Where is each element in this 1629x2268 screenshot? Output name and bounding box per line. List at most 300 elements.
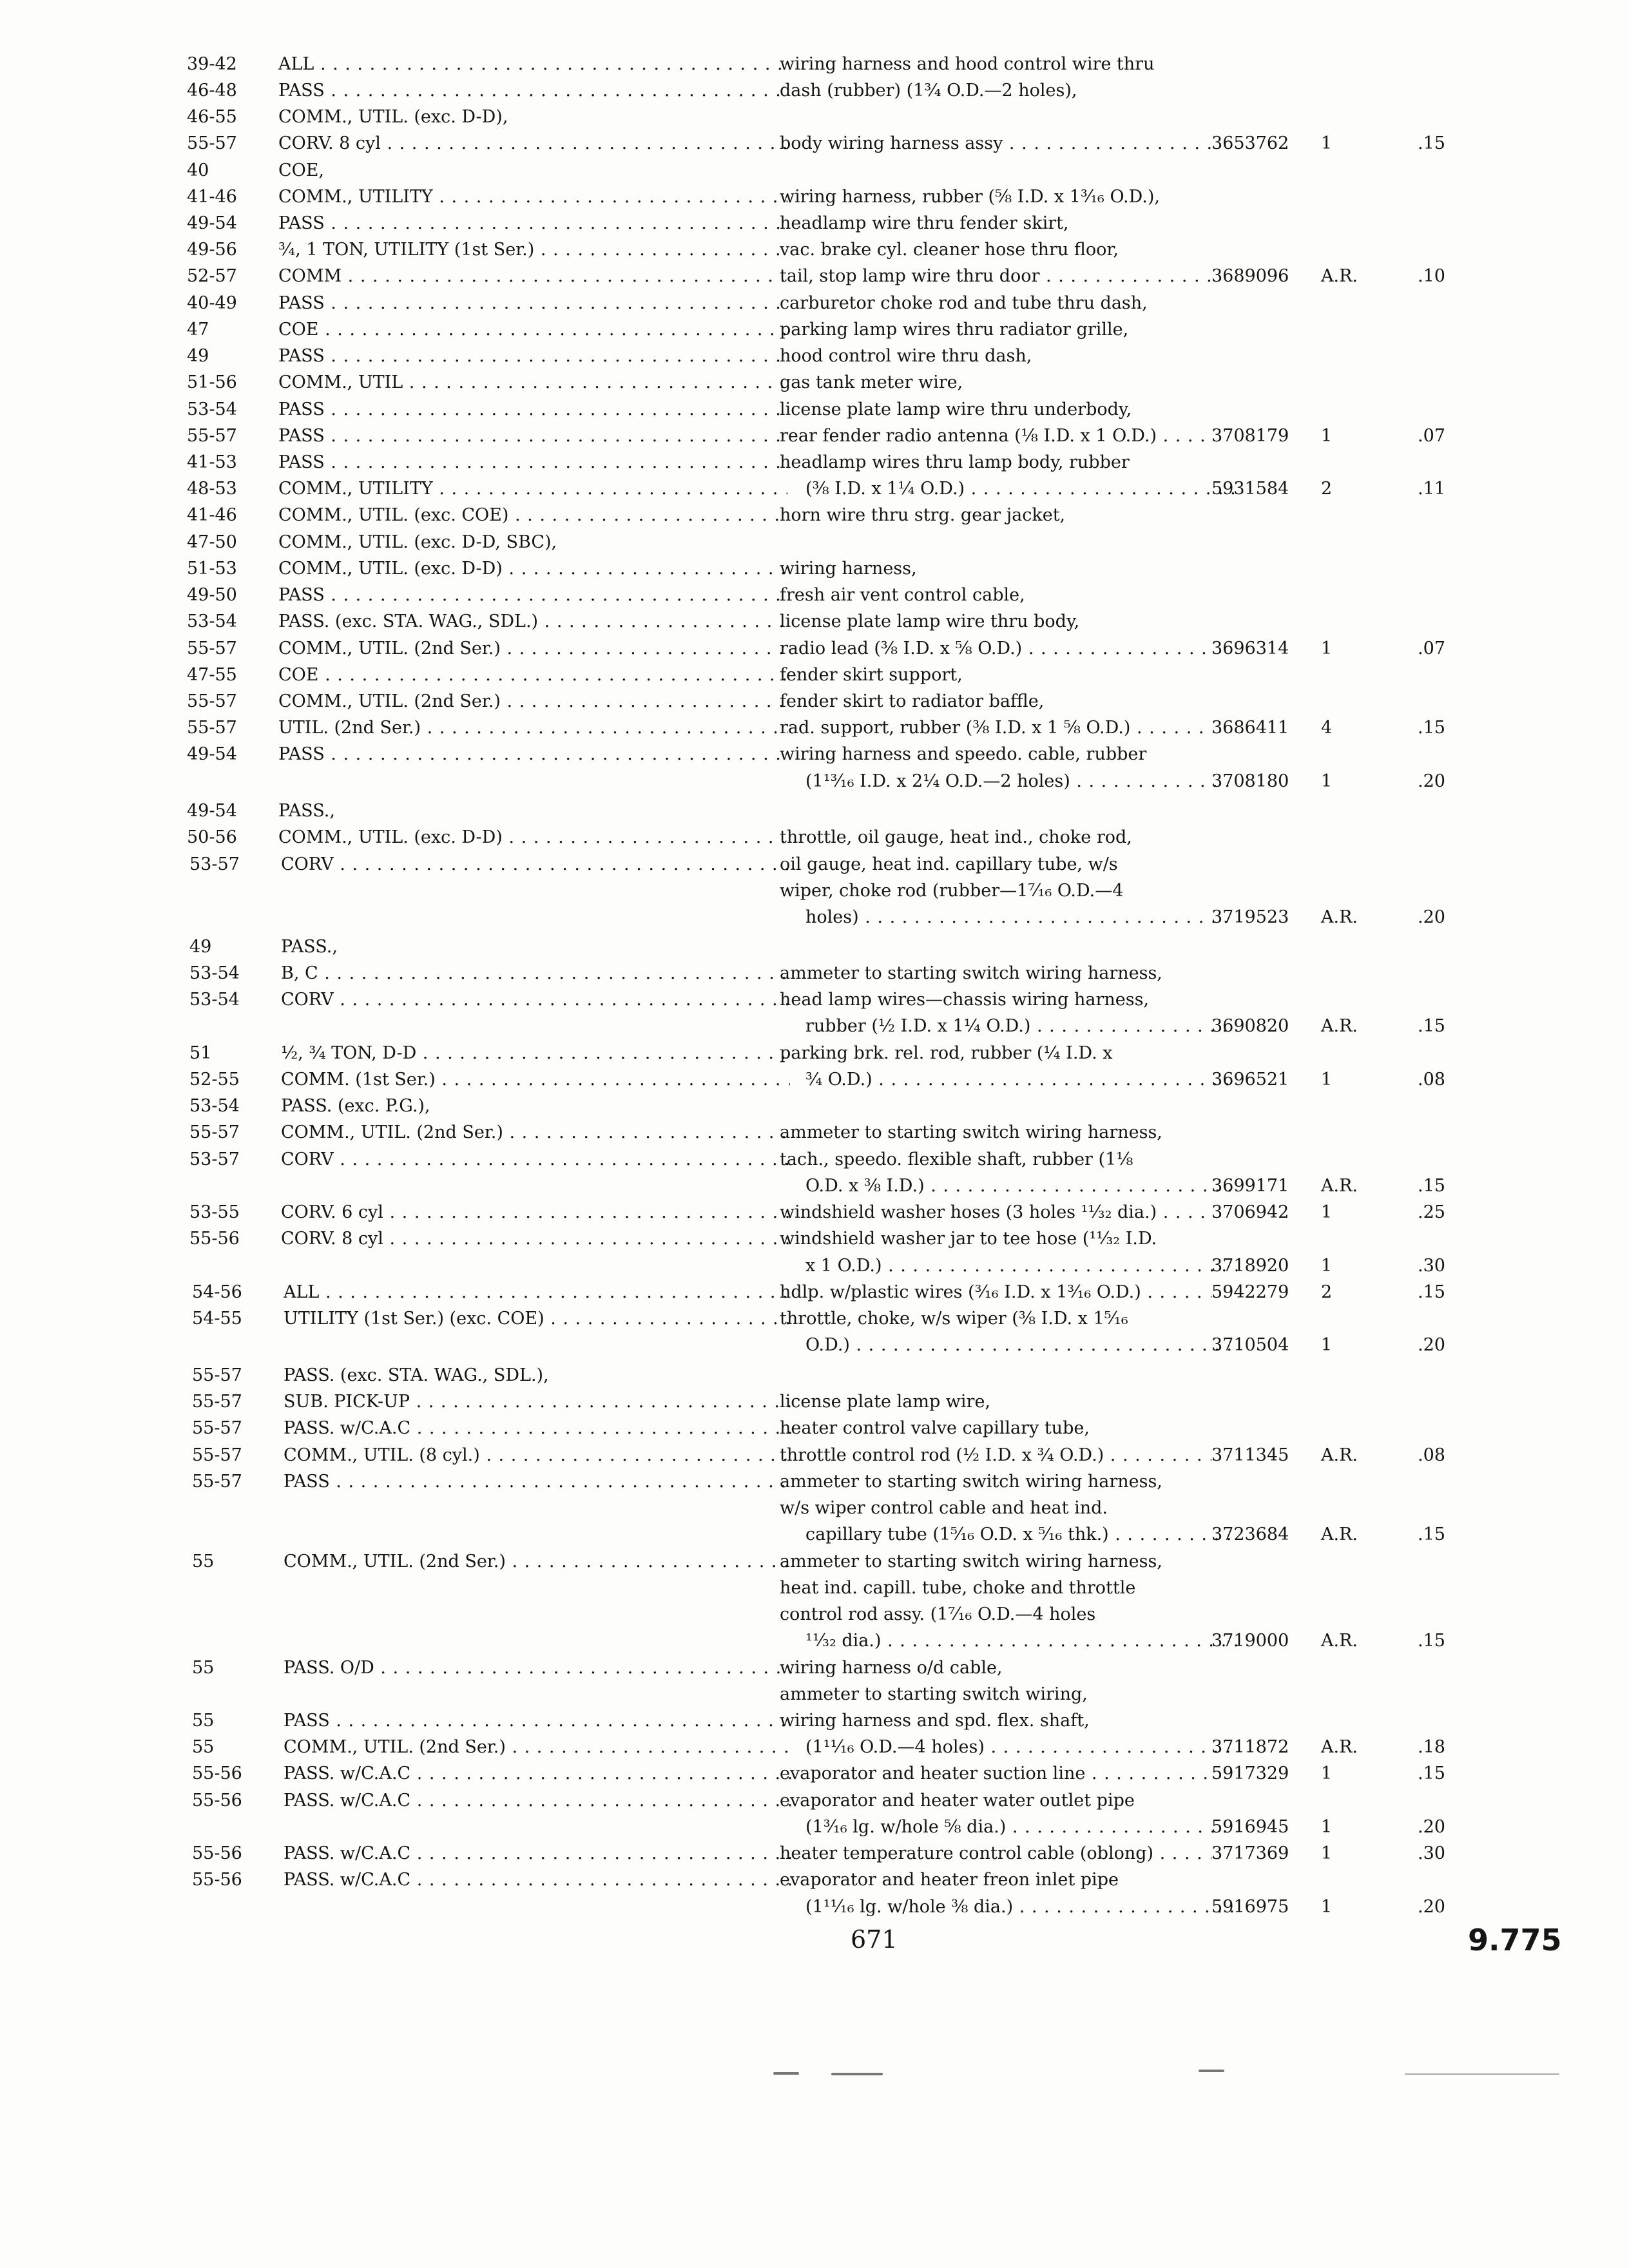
year-range: 55-57 bbox=[187, 718, 237, 738]
quantity: A.R. bbox=[1321, 1445, 1358, 1465]
part-description: gas tank meter wire, bbox=[780, 372, 963, 392]
price: .10 bbox=[1418, 266, 1445, 286]
parts-row bbox=[0, 636, 1629, 662]
part-description: ammeter to starting switch wiring harness, bbox=[780, 1122, 1162, 1142]
price: .20 bbox=[1418, 1897, 1445, 1917]
quantity: 1 bbox=[1321, 1256, 1333, 1276]
part-description: w/s wiper control cable and heat ind. bbox=[780, 1498, 1108, 1518]
parts-row bbox=[0, 1200, 1629, 1225]
parts-row bbox=[0, 934, 1629, 960]
year-range: 55 bbox=[192, 1658, 215, 1678]
model-application: PASS . . . bbox=[278, 423, 787, 449]
parts-row bbox=[0, 291, 1629, 316]
parts-row bbox=[0, 1708, 1629, 1734]
price: .20 bbox=[1418, 1817, 1445, 1837]
part-number: 3706942 bbox=[1211, 1202, 1289, 1222]
year-range: 39-42 bbox=[187, 54, 237, 74]
parts-row bbox=[0, 1735, 1629, 1760]
part-description: heater control valve capillary tube, bbox=[780, 1418, 1090, 1438]
part-description: rad. support, rubber (⅜ I.D. x 1 ⅝ O.D.) . . . bbox=[780, 715, 1211, 741]
parts-row bbox=[0, 1253, 1629, 1279]
quantity: 1 bbox=[1321, 1070, 1333, 1090]
year-range: 55-57 bbox=[187, 691, 237, 711]
parts-row bbox=[0, 769, 1629, 794]
quantity: 1 bbox=[1321, 639, 1333, 658]
model-application: COMM., UTILITY . . . bbox=[278, 184, 787, 210]
year-range: 53-57 bbox=[189, 1149, 240, 1169]
year-range: 55 bbox=[192, 1737, 215, 1757]
year-range: 55-56 bbox=[192, 1763, 242, 1783]
year-range: 51-53 bbox=[187, 559, 237, 579]
part-number: 3717369 bbox=[1211, 1843, 1289, 1863]
part-description: throttle, choke, w/s wiper (⅜ I.D. x 1⁵⁄₁₆ bbox=[780, 1309, 1128, 1329]
part-description: tach., speedo. flexible shaft, rubber (1⅛ bbox=[780, 1149, 1133, 1169]
parts-row bbox=[0, 52, 1629, 77]
model-application: COMM., UTIL. (exc. D-D) . . . bbox=[278, 556, 787, 582]
part-number: 3719000 bbox=[1211, 1631, 1289, 1651]
part-number: 3711345 bbox=[1211, 1445, 1289, 1465]
parts-row bbox=[0, 1041, 1629, 1066]
model-application: PASS . . . bbox=[278, 78, 787, 104]
part-description: evaporator and heater suction line . . . bbox=[780, 1761, 1211, 1787]
parts-row bbox=[0, 476, 1629, 502]
model-application: COE . . . bbox=[278, 317, 787, 343]
year-range: 52-57 bbox=[187, 266, 237, 286]
parts-row bbox=[0, 450, 1629, 476]
parts-row bbox=[0, 1147, 1629, 1173]
model-application: PASS., bbox=[281, 937, 338, 957]
part-description: (1¹¹⁄₁₆ O.D.—4 holes) . . . bbox=[805, 1735, 1237, 1760]
part-description: evaporator and heater water outlet pipe bbox=[780, 1791, 1135, 1811]
model-application: PASS. w/C.A.C . . . bbox=[284, 1761, 793, 1787]
parts-row bbox=[0, 1894, 1629, 1920]
quantity: 1 bbox=[1321, 771, 1333, 791]
year-range: 52-55 bbox=[189, 1070, 240, 1090]
scan-artifact bbox=[1199, 2070, 1224, 2072]
year-range: 49-54 bbox=[187, 744, 237, 764]
model-application: PASS . . . bbox=[284, 1708, 793, 1734]
parts-row bbox=[0, 1389, 1629, 1415]
year-range: 49-50 bbox=[187, 585, 237, 605]
model-application: COMM., UTIL. (2nd Ser.) . . . bbox=[281, 1120, 790, 1146]
year-range: 55-57 bbox=[192, 1365, 242, 1385]
price: .20 bbox=[1418, 771, 1445, 791]
model-application: PASS. (exc. P.G.), bbox=[281, 1096, 430, 1116]
price: .07 bbox=[1418, 639, 1445, 658]
part-number: 3696314 bbox=[1211, 639, 1289, 658]
year-range: 46-48 bbox=[187, 81, 237, 101]
model-application: SUB. PICK-UP . . . bbox=[284, 1389, 793, 1415]
parts-row bbox=[0, 582, 1629, 608]
parts-row bbox=[0, 503, 1629, 528]
model-application: CORV . . . bbox=[281, 852, 790, 878]
part-description: tail, stop lamp wire thru door . . . bbox=[780, 264, 1211, 289]
price: .15 bbox=[1418, 1282, 1445, 1302]
year-range: 47-50 bbox=[187, 532, 237, 552]
year-range: 41-46 bbox=[187, 505, 237, 525]
part-description: throttle control rod (½ I.D. x ¾ O.D.) . . . bbox=[780, 1443, 1211, 1468]
parts-row bbox=[0, 397, 1629, 423]
price: .15 bbox=[1418, 133, 1445, 153]
part-description: capillary tube (1⁵⁄₁₆ O.D. x ⁵⁄₁₆ thk.) . . . bbox=[805, 1522, 1237, 1548]
parts-row bbox=[0, 556, 1629, 582]
year-range: 55-57 bbox=[187, 639, 237, 658]
part-description: windshield washer jar to tee hose (¹¹⁄₃₂ I.D. bbox=[780, 1229, 1157, 1249]
part-description: holes) . . . bbox=[805, 905, 1237, 930]
quantity: A.R. bbox=[1321, 1524, 1358, 1544]
quantity: A.R. bbox=[1321, 1737, 1358, 1757]
price: .15 bbox=[1418, 1176, 1445, 1196]
year-range: 55-56 bbox=[192, 1843, 242, 1863]
section-number: 9.775 bbox=[1468, 1923, 1562, 1957]
part-description: x 1 O.D.) . . . bbox=[805, 1253, 1237, 1279]
part-description: wiring harness and hood control wire thru bbox=[780, 54, 1155, 74]
model-application: PASS . . . bbox=[278, 291, 787, 316]
part-description: fresh air vent control cable, bbox=[780, 585, 1025, 605]
year-range: 41-53 bbox=[187, 452, 237, 472]
part-description: O.D.) . . . bbox=[805, 1332, 1237, 1358]
quantity: A.R. bbox=[1321, 1016, 1358, 1036]
year-range: 55-56 bbox=[192, 1791, 242, 1811]
parts-row bbox=[0, 1363, 1629, 1389]
part-description: rubber (½ I.D. x 1¼ O.D.) . . . bbox=[805, 1014, 1237, 1039]
quantity: 1 bbox=[1321, 426, 1333, 446]
quantity: 1 bbox=[1321, 133, 1333, 153]
part-description: body wiring harness assy . . . bbox=[780, 131, 1211, 157]
price: .15 bbox=[1418, 718, 1445, 738]
model-application: COMM., UTIL. (2nd Ser.) . . . bbox=[284, 1735, 793, 1760]
part-number: 3686411 bbox=[1211, 718, 1289, 738]
model-application: ALL . . . bbox=[278, 52, 787, 77]
part-number: 3710504 bbox=[1211, 1335, 1289, 1355]
parts-row bbox=[0, 1575, 1629, 1601]
model-application: CORV. 8 cyl . . . bbox=[281, 1226, 790, 1252]
parts-row bbox=[0, 852, 1629, 878]
year-range: 51-56 bbox=[187, 372, 237, 392]
year-range: 50-56 bbox=[187, 827, 237, 847]
model-application: PASS . . . bbox=[278, 397, 787, 423]
parts-row bbox=[0, 1416, 1629, 1441]
year-range: 53-54 bbox=[187, 611, 237, 631]
part-number: 3696521 bbox=[1211, 1070, 1289, 1090]
model-application: COMM., UTIL. (2nd Ser.) . . . bbox=[278, 636, 787, 662]
part-description: vac. brake cyl. cleaner hose thru floor, bbox=[780, 240, 1119, 260]
parts-row bbox=[0, 715, 1629, 741]
part-description: evaporator and heater freon inlet pipe bbox=[780, 1870, 1119, 1890]
year-range: 55-57 bbox=[192, 1392, 242, 1412]
part-description: fender skirt support, bbox=[780, 665, 963, 685]
model-application: COMM., UTIL. (exc. D-D) . . . bbox=[278, 825, 787, 850]
parts-row bbox=[0, 825, 1629, 850]
part-description: license plate lamp wire, bbox=[780, 1392, 991, 1412]
parts-row bbox=[0, 1469, 1629, 1495]
price: .11 bbox=[1418, 479, 1445, 499]
part-description: control rod assy. (1⁷⁄₁₆ O.D.—4 holes bbox=[780, 1604, 1096, 1624]
parts-row bbox=[0, 1867, 1629, 1893]
model-application: COMM., UTIL. (2nd Ser.) . . . bbox=[284, 1549, 793, 1575]
model-application: ½, ¾ TON, D-D . . . bbox=[281, 1041, 790, 1066]
part-description: windshield washer hoses (3 holes ¹¹⁄₃₂ dia.) . . . bbox=[780, 1200, 1211, 1225]
quantity: A.R. bbox=[1321, 266, 1358, 286]
price: .15 bbox=[1418, 1631, 1445, 1651]
part-description: wiper, choke rod (rubber—1⁷⁄₁₆ O.D.—4 bbox=[780, 881, 1124, 901]
part-number: 3653762 bbox=[1211, 133, 1289, 153]
price: .15 bbox=[1418, 1016, 1445, 1036]
price: .18 bbox=[1418, 1737, 1445, 1757]
parts-row bbox=[0, 343, 1629, 369]
part-number: 3711872 bbox=[1211, 1737, 1289, 1757]
part-description: ammeter to starting switch wiring, bbox=[780, 1684, 1088, 1704]
part-description: fender skirt to radiator baffle, bbox=[780, 691, 1045, 711]
part-number: 3719523 bbox=[1211, 907, 1289, 927]
parts-row bbox=[0, 1226, 1629, 1252]
part-description: ammeter to starting switch wiring harness, bbox=[780, 1472, 1162, 1492]
quantity: 1 bbox=[1321, 1843, 1333, 1863]
model-application: PASS. w/C.A.C . . . bbox=[284, 1788, 793, 1814]
quantity: A.R. bbox=[1321, 1631, 1358, 1651]
parts-row bbox=[0, 1655, 1629, 1681]
part-description: ¾ O.D.) . . . bbox=[805, 1067, 1237, 1093]
part-description: license plate lamp wire thru underbody, bbox=[780, 399, 1132, 419]
part-number: 5931584 bbox=[1211, 479, 1289, 499]
parts-row bbox=[0, 1761, 1629, 1787]
part-description: (⅜ I.D. x 1¼ O.D.) . . . bbox=[805, 476, 1237, 502]
part-description: head lamp wires—chassis wiring harness, bbox=[780, 990, 1150, 1010]
quantity: 4 bbox=[1321, 718, 1333, 738]
part-description: heat ind. capill. tube, choke and throttle bbox=[780, 1578, 1136, 1598]
model-application: B, C . . . bbox=[281, 961, 790, 986]
quantity: A.R. bbox=[1321, 907, 1358, 927]
part-description: headlamp wires thru lamp body, rubber bbox=[780, 452, 1130, 472]
parts-row bbox=[0, 1306, 1629, 1332]
page-number: 671 bbox=[851, 1925, 898, 1954]
year-range: 40 bbox=[187, 160, 209, 180]
year-range: 49-54 bbox=[187, 801, 237, 821]
parts-row bbox=[0, 1682, 1629, 1707]
year-range: 53-54 bbox=[187, 399, 237, 419]
part-description: wiring harness and speedo. cable, rubber bbox=[780, 744, 1147, 764]
part-description: parking lamp wires thru radiator grille, bbox=[780, 320, 1129, 340]
model-application: COMM., UTILITY . . . bbox=[278, 476, 787, 502]
part-number: 5916975 bbox=[1211, 1897, 1289, 1917]
parts-row bbox=[0, 184, 1629, 210]
price: .15 bbox=[1418, 1763, 1445, 1783]
year-range: 49-56 bbox=[187, 240, 237, 260]
price: .08 bbox=[1418, 1445, 1445, 1465]
year-range: 55-56 bbox=[189, 1229, 240, 1249]
parts-row bbox=[0, 530, 1629, 555]
part-description: dash (rubber) (1¾ O.D.—2 holes), bbox=[780, 81, 1077, 101]
price: .08 bbox=[1418, 1070, 1445, 1090]
parts-row bbox=[0, 104, 1629, 130]
part-description: headlamp wire thru fender skirt, bbox=[780, 213, 1069, 233]
part-number: 5942279 bbox=[1211, 1282, 1289, 1302]
parts-row bbox=[0, 609, 1629, 635]
part-description: oil gauge, heat ind. capillary tube, w/s bbox=[780, 854, 1118, 874]
parts-row bbox=[0, 1173, 1629, 1199]
parts-row bbox=[0, 78, 1629, 104]
model-application: PASS. w/C.A.C . . . bbox=[284, 1416, 793, 1441]
parts-row bbox=[0, 878, 1629, 904]
model-application: PASS. O/D . . . bbox=[284, 1655, 793, 1681]
year-range: 55 bbox=[192, 1711, 215, 1731]
parts-row bbox=[0, 987, 1629, 1013]
model-application: PASS . . . bbox=[278, 211, 787, 236]
year-range: 55-57 bbox=[187, 426, 237, 446]
parts-row bbox=[0, 1067, 1629, 1093]
year-range: 53-55 bbox=[189, 1202, 240, 1222]
parts-row bbox=[0, 1120, 1629, 1146]
part-description: (1¹¹⁄₁₆ lg. w/hole ⅜ dia.) . . . bbox=[805, 1894, 1237, 1920]
model-application: PASS. (exc. STA. WAG., SDL.) . . . bbox=[278, 609, 787, 635]
year-range: 55 bbox=[192, 1552, 215, 1571]
model-application: PASS . . . bbox=[278, 582, 787, 608]
part-number: 3708179 bbox=[1211, 426, 1289, 446]
part-number: 3718920 bbox=[1211, 1256, 1289, 1276]
year-range: 55-57 bbox=[192, 1445, 242, 1465]
quantity: 1 bbox=[1321, 1335, 1333, 1355]
model-application: COMM . . . bbox=[278, 264, 787, 289]
year-range: 55-56 bbox=[192, 1870, 242, 1890]
year-range: 48-53 bbox=[187, 479, 237, 499]
model-application: PASS. w/C.A.C . . . bbox=[284, 1841, 793, 1867]
part-number: 3723684 bbox=[1211, 1524, 1289, 1544]
year-range: 55-57 bbox=[187, 133, 237, 153]
year-range: 53-54 bbox=[189, 963, 240, 983]
model-application: PASS., bbox=[278, 801, 335, 821]
year-range: 53-54 bbox=[189, 990, 240, 1010]
parts-row bbox=[0, 1602, 1629, 1628]
part-description: throttle, oil gauge, heat ind., choke rod, bbox=[780, 827, 1132, 847]
parts-row bbox=[0, 1522, 1629, 1548]
year-range: 49-54 bbox=[187, 213, 237, 233]
model-application: PASS . . . bbox=[278, 343, 787, 369]
price: .25 bbox=[1418, 1202, 1445, 1222]
model-application: PASS . . . bbox=[278, 742, 787, 767]
scan-artifact bbox=[1405, 2073, 1559, 2075]
year-range: 55-57 bbox=[189, 1122, 240, 1142]
part-description: ¹¹⁄₃₂ dia.) . . . bbox=[805, 1628, 1237, 1654]
year-range: 46-55 bbox=[187, 107, 237, 127]
price: .15 bbox=[1418, 1524, 1445, 1544]
part-number: 3690820 bbox=[1211, 1016, 1289, 1036]
part-description: wiring harness and spd. flex. shaft, bbox=[780, 1711, 1090, 1731]
year-range: 55-57 bbox=[192, 1472, 242, 1492]
price: .20 bbox=[1418, 1335, 1445, 1355]
part-number: 5916945 bbox=[1211, 1817, 1289, 1837]
part-description: carburetor choke rod and tube thru dash, bbox=[780, 293, 1148, 313]
parts-row bbox=[0, 1814, 1629, 1840]
part-description: hdlp. w/plastic wires (³⁄₁₆ I.D. x 1³⁄₁₆ O.D.) . . . bbox=[780, 1280, 1211, 1305]
part-description: rear fender radio antenna (⅛ I.D. x 1 O.D.) . . . bbox=[780, 423, 1211, 449]
scan-artifact bbox=[773, 2072, 799, 2075]
parts-row bbox=[0, 905, 1629, 930]
parts-row bbox=[0, 1014, 1629, 1039]
year-range: 51 bbox=[189, 1043, 212, 1063]
price: .07 bbox=[1418, 426, 1445, 446]
parts-row bbox=[0, 264, 1629, 289]
year-range: 49 bbox=[187, 346, 209, 366]
parts-row bbox=[0, 370, 1629, 396]
part-number: 5917329 bbox=[1211, 1763, 1289, 1783]
parts-row bbox=[0, 1332, 1629, 1358]
parts-row bbox=[0, 961, 1629, 986]
part-description: parking brk. rel. rod, rubber (¼ I.D. x bbox=[780, 1043, 1113, 1063]
model-application: UTIL. (2nd Ser.) . . . bbox=[278, 715, 787, 741]
price: .30 bbox=[1418, 1256, 1445, 1276]
quantity: 1 bbox=[1321, 1817, 1333, 1837]
part-number: 3708180 bbox=[1211, 771, 1289, 791]
model-application: COMM. (1st Ser.) . . . bbox=[281, 1067, 790, 1093]
year-range: 53-57 bbox=[189, 854, 240, 874]
model-application: COMM., UTIL. (8 cyl.) . . . bbox=[284, 1443, 793, 1468]
quantity: 1 bbox=[1321, 1897, 1333, 1917]
parts-row bbox=[0, 131, 1629, 157]
parts-row bbox=[0, 689, 1629, 715]
year-range: 49 bbox=[189, 937, 212, 957]
model-application: CORV. 6 cyl . . . bbox=[281, 1200, 790, 1225]
parts-row bbox=[0, 1549, 1629, 1575]
parts-row bbox=[0, 423, 1629, 449]
part-description: radio lead (⅜ I.D. x ⅝ O.D.) . . . bbox=[780, 636, 1211, 662]
model-application: COE, bbox=[278, 160, 325, 180]
parts-row bbox=[0, 211, 1629, 236]
model-application: COMM., UTIL. (exc. D-D), bbox=[278, 107, 508, 127]
part-description: heater temperature control cable (oblong) . . . bbox=[780, 1841, 1211, 1867]
quantity: A.R. bbox=[1321, 1176, 1358, 1196]
year-range: 40-49 bbox=[187, 293, 237, 313]
parts-row bbox=[0, 662, 1629, 688]
model-application: COMM., UTIL. (exc. D-D, SBC), bbox=[278, 532, 557, 552]
part-number: 3699171 bbox=[1211, 1176, 1289, 1196]
part-description: (1¹³⁄₁₆ I.D. x 2¼ O.D.—2 holes) . . . bbox=[805, 769, 1237, 794]
model-application: PASS . . . bbox=[284, 1469, 793, 1495]
quantity: 1 bbox=[1321, 1202, 1333, 1222]
model-application: PASS. w/C.A.C . . . bbox=[284, 1867, 793, 1893]
part-description: hood control wire thru dash, bbox=[780, 346, 1032, 366]
model-application: COE . . . bbox=[278, 662, 787, 688]
price: .30 bbox=[1418, 1843, 1445, 1863]
part-description: O.D. x ⅜ I.D.) . . . bbox=[805, 1173, 1237, 1199]
part-description: license plate lamp wire thru body, bbox=[780, 611, 1080, 631]
model-application: UTILITY (1st Ser.) (exc. COE) . . . bbox=[284, 1306, 793, 1332]
model-application: COMM., UTIL. (exc. COE) . . . bbox=[278, 503, 787, 528]
parts-row bbox=[0, 1495, 1629, 1521]
quantity: 2 bbox=[1321, 479, 1333, 499]
parts-row bbox=[0, 1788, 1629, 1814]
part-description: ammeter to starting switch wiring harness, bbox=[780, 963, 1162, 983]
year-range: 47 bbox=[187, 320, 209, 340]
model-application: COMM., UTIL. (2nd Ser.) . . . bbox=[278, 689, 787, 715]
price: .20 bbox=[1418, 907, 1445, 927]
part-description: (1³⁄₁₆ lg. w/hole ⅝ dia.) . . . bbox=[805, 1814, 1237, 1840]
year-range: 55-57 bbox=[192, 1418, 242, 1438]
parts-row bbox=[0, 158, 1629, 184]
model-application: PASS . . . bbox=[278, 450, 787, 476]
model-application: CORV. 8 cyl . . . bbox=[278, 131, 787, 157]
model-application: ¾, 1 TON, UTILITY (1st Ser.) . . . bbox=[278, 237, 787, 263]
model-application: CORV . . . bbox=[281, 987, 790, 1013]
parts-row bbox=[0, 317, 1629, 343]
year-range: 41-46 bbox=[187, 187, 237, 207]
part-description: wiring harness, bbox=[780, 559, 917, 579]
part-description: horn wire thru strg. gear jacket, bbox=[780, 505, 1066, 525]
parts-row bbox=[0, 1093, 1629, 1119]
parts-row bbox=[0, 1443, 1629, 1468]
part-description: wiring harness, rubber (⅝ I.D. x 1³⁄₁₆ O.D.), bbox=[780, 187, 1160, 207]
parts-row bbox=[0, 237, 1629, 263]
model-application: ALL . . . bbox=[284, 1280, 793, 1305]
